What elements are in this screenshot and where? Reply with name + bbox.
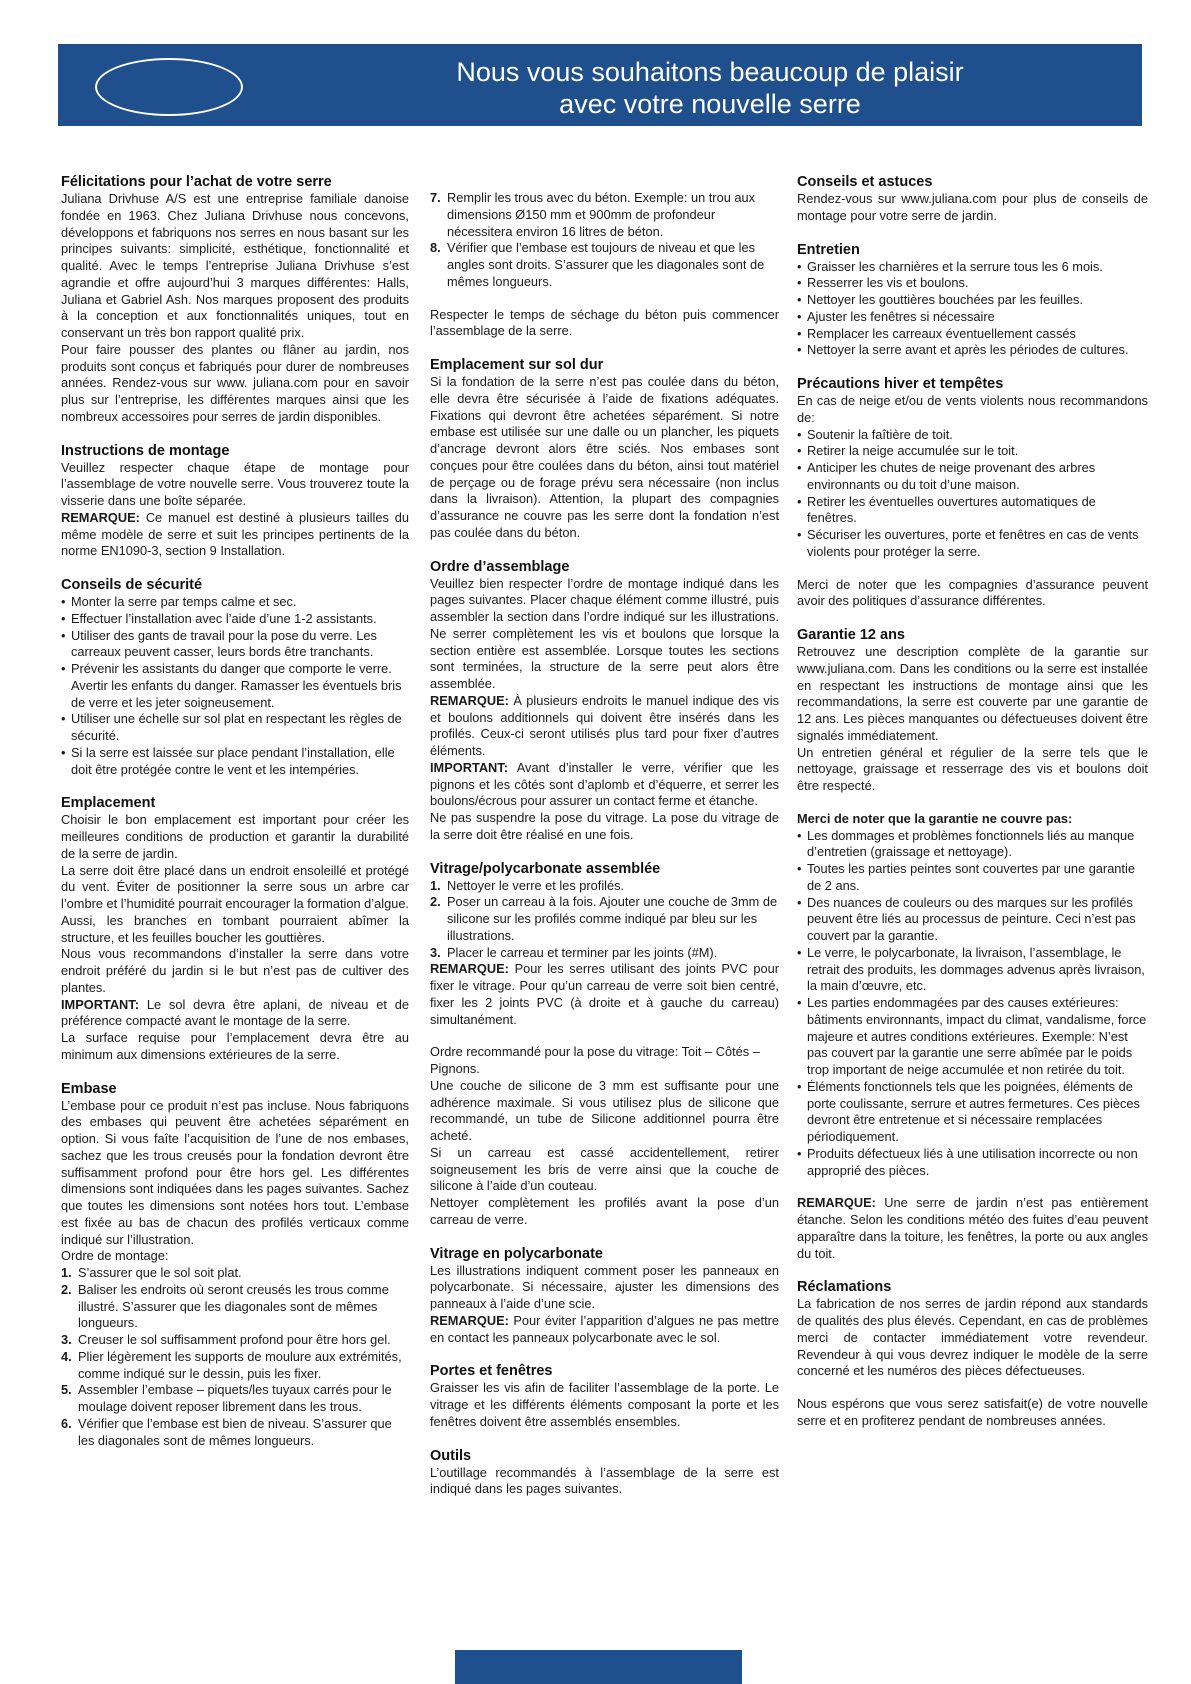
note-text: Pour les serres utilisant des joints PVC pour fixer le vitrage. Pour qu’un carreau de verre soit bien centré, fixer les 2 joints PVC (à droite et à gauche du carreau) simultanément.	[430, 961, 779, 1027]
section-title: Vitrage/polycarbonate assemblée	[430, 860, 661, 877]
title-line-1: Nous vous souhaitons beaucoup de plaisir	[456, 57, 964, 87]
step-text: Placer le carreau et terminer par les joints (#M).	[447, 944, 718, 960]
section-title: Embase	[61, 1080, 117, 1097]
logo-oval	[95, 58, 243, 116]
paragraph: Ordre recommandé pour la pose du vitrage: Toit – Côtés – Pignons.	[430, 1044, 760, 1076]
important-label: IMPORTANT:	[430, 759, 508, 775]
section-claims	[797, 1279, 1148, 1429]
safety-list	[61, 594, 409, 778]
step-number: 1.	[61, 1265, 72, 1280]
section-title: Conseils de sécurité	[61, 577, 203, 593]
list-item: • Resserrer les vis et boulons.	[797, 275, 1148, 292]
section-hard-ground	[430, 357, 779, 542]
spacer	[797, 1380, 1148, 1396]
section-base	[61, 1081, 409, 1450]
list-item: • Retirer les éventuelles ouvertures automatiques de fenêtres.	[797, 494, 1148, 528]
paragraph: Graisser les vis afin de faciliter l’assemblage de la porte. Le vitrage et les différents éléments composant la porte et les fenêtres doivent être assemblés ensembles.	[430, 1380, 779, 1429]
paragraph: Choisir le bon emplacement est important pour créer les meilleures conditions de production et garantir la durabilité de la serre de jardin.	[61, 812, 409, 861]
important-paragraph	[61, 997, 409, 1031]
step-item	[61, 1332, 409, 1349]
note-label: REMARQUE:	[430, 692, 509, 708]
section-title: Vitrage en polycarbonate	[430, 1245, 603, 1262]
paragraph: Retrouvez une description complète de la garantie sur www.juliana.com. Dans les conditions ou la serre est installée en respectant les instructions de montage ainsi que les recommandations, la serre est couverte par une garantie de 12 ans. Les pièces manquantes ou défectueuses doivent être signalés immédiatement.	[797, 644, 1148, 743]
order-label: Ordre de montage:	[61, 1248, 169, 1264]
step-number: 2.	[61, 1281, 72, 1297]
list-item: • Les parties endommagées par des causes extérieures: bâtiments environnants, impact du climat, vandalisme, force majeure et autres conditions extérieures. Exemple: N’est pas couvert par la garantie une serre abîmée par le poids trop important de neige accumulée et non retirée du toit.	[797, 995, 1148, 1079]
section-tips	[797, 174, 1148, 225]
step-text: Assembler l’embase – piquets/les tuyaux carrés pour le moulage doivent reposer librement dans les trous.	[78, 1382, 392, 1414]
note-paragraph	[430, 961, 779, 1028]
section-title: Garantie 12 ans	[797, 627, 905, 643]
paragraph: La fabrication de nos serres de jardin répond aux standards de qualités des plus élevés. Cependant, en cas de problèmes merci de contacter immédiatement votre revendeur. Revendeur à qui vous devrez indiquer le modèle de la serre concerné et les numéros des pièces défectueuses.	[797, 1296, 1148, 1379]
footer-bar	[455, 1650, 742, 1684]
column-2	[430, 190, 779, 1498]
list-item: • Prévenir les assistants du danger que comporte le verre. Avertir les enfants du danger. Ramasser les éventuels bris de verre et les jeter soigneusement.	[61, 661, 409, 711]
paragraph: Un entretien général et régulier de la serre tels que le nettoyage, graissage et resserrage des vis et boulons doit être respecté.	[797, 744, 1148, 793]
section-title: Instructions de montage	[61, 442, 230, 459]
list-item: • Si la serre est laissée sur place pendant l’installation, elle doit être protégée contre le vent et les intempéries.	[61, 745, 409, 779]
important-paragraph	[430, 760, 779, 810]
step-number: 3.	[61, 1332, 72, 1347]
step-item	[430, 240, 779, 290]
header-banner	[58, 44, 1142, 126]
glazing-steps	[430, 878, 779, 962]
list-item: • Monter la serre par temps calme et sec.	[61, 594, 409, 611]
section-title: Félicitations pour l’achat de votre serre	[61, 174, 332, 190]
section-title: Emplacement sur sol dur	[430, 357, 604, 373]
column-3	[797, 174, 1148, 1430]
paragraph: Si la fondation de la serre n’est pas coulée dans du béton, elle devra être sécurisée à l’aide de fixations adéquates. Fixations qui devront être achetées séparément. Si notre embase est utilisée sur une dalle ou un plancher, les piquets d’ancrage devront alors être sciés. Nos embases sont conçues pour être coulées dans du béton, ainsi tout matériel de perçage ou de forage prévu sera nécessaire (non inclus dans la livraison). Attention, la plupart des compagnies d’assurance ne couvre pas les serre dont la fondation n’est pas coulée dans du béton.	[430, 374, 779, 540]
step-number: 7.	[430, 190, 441, 205]
paragraph: Juliana Drivhuse A/S est une entreprise familiale danoise fondée en 1963. Chez Juliana Drivhuse nous concevons, développons et fabriquons nos serres en nous basant sur les principes suivants: simplicité, esthétique, fonctionnalité et qualité. Avec le temps l’entreprise Juliana Drivhuse s’est agrandie et offre aujourd’hui 3 marques différentes: Halls, Juliana et Gabriel Ash. Nos marques proposent des produits à la conception et aux fonctionnalités uniques, tout en conservant un très bon rapport qualité prix.	[61, 191, 409, 340]
paragraph: Si un carreau est cassé accidentellement, retirer soigneusement les bris de verre ainsi que la couche de silicone à l’aide d’un couteau.	[430, 1144, 779, 1194]
list-item: • Retirer la neige accumulée sur le toit.	[797, 443, 1148, 460]
step-item	[430, 878, 779, 895]
section-warranty	[797, 627, 1148, 1262]
title-line-2: avec votre nouvelle serre	[559, 89, 861, 119]
note-paragraph	[61, 510, 409, 560]
step-item	[61, 1416, 409, 1450]
section-location	[61, 795, 409, 1063]
paragraph: Les illustrations indiquent comment poser les panneaux en polycarbonate. Si nécessaire, ajuster les dimensions des panneaux à l’aide d’une scie.	[430, 1262, 779, 1311]
note-label: REMARQUE:	[430, 961, 509, 977]
section-title: Entretien	[797, 241, 860, 258]
paragraph: Veuillez respecter chaque étape de montage pour l’assemblage de votre nouvelle serre. Vous trouverez toute la visserie dans une boîte séparée.	[61, 459, 409, 508]
list-item: • Graisser les charnières et la serrure tous les 6 mois.	[797, 259, 1148, 276]
section-winter	[797, 376, 1148, 610]
paragraph: La serre doit être placé dans un endroit ensoleillé et protégé du vent. Éviter de positionner la serre sous un arbre car l’ombre et l’humidité pourrait encourager la formation d’algue. Aussi, les branches en tombant pourraient abîmer la structure, et les feuilles boucher les gouttières.	[61, 862, 409, 945]
step-item	[61, 1382, 409, 1416]
not-covered-list	[797, 828, 1148, 1180]
important-text: Avant d’installer le verre, vérifier que les pignons et les côtés sont d’aplomb et d’équerre, et serrer les boulons/écrous pour assurer un contact ferme et étanche.	[430, 759, 779, 809]
list-item: • Soutenir la faîtière de toit.	[797, 427, 1148, 444]
step-text: Nettoyer le verre et les profilés.	[447, 877, 625, 893]
assembly-steps-continued	[430, 190, 779, 291]
winter-list	[797, 427, 1148, 561]
paragraph: Nous espérons que vous serez satisfait(e) de votre nouvelle serre et en profiterez pendant de nombreuses années.	[797, 1396, 1148, 1428]
step-number: 5.	[61, 1382, 72, 1398]
paragraph: Une couche de silicone de 3 mm est suffisante pour une adhérence maximale. Si vous utilisez plus de silicone que recommandé, un tube de Silicone additionnel pourra être acheté.	[430, 1077, 779, 1143]
section-maintenance	[797, 242, 1148, 360]
section-congrats	[61, 174, 409, 426]
spacer	[430, 1028, 779, 1044]
important-label: IMPORTANT:	[61, 996, 139, 1012]
step-text: Creuser le sol suffisamment profond pour être hors gel.	[78, 1332, 391, 1347]
section-title: Outils	[430, 1447, 472, 1464]
paragraph: Merci de noter que les compagnies d’assurance peuvent avoir des politiques d’assurance différentes.	[797, 576, 1148, 609]
section-title: Précautions hiver et tempêtes	[797, 376, 1004, 392]
step-item	[61, 1265, 409, 1282]
paragraph: La surface requise pour l’emplacement devra être au minimum aux dimensions extérieures de la serre.	[61, 1030, 409, 1062]
step-number: 3.	[430, 944, 441, 960]
section-polycarbonate	[430, 1246, 779, 1347]
section-instructions	[61, 443, 409, 561]
list-item: • Effectuer l’installation avec l’aide d’une 1-2 assistants.	[61, 611, 409, 628]
paragraph: L’embase pour ce produit n’est pas incluse. Nous fabriquons des embases qui peuvent être achetées séparément en option. Si vous faîte l’acquisition de l’une de nos embases, sachez que les trous creusés pour la fondation devront être suffisamment profond pour être hors gel. Les différentes dimensions sont indiquées dans les pages suivantes. Sachez que toutes les dimensions sont notées hors tout. L’embase est fixée au bas de chacun des profilés verticaux comme indiqué sur l’illustration.	[61, 1097, 409, 1247]
step-text: Vérifier que l’embase est bien de niveau. S’assurer que les diagonales sont de mêmes longueurs.	[78, 1415, 392, 1448]
step-text: Vérifier que l’embase est toujours de niveau et que les angles sont droits. S’assurer que les diagonales sont de mêmes longueurs.	[447, 240, 765, 289]
paragraph: En cas de neige et/ou de vents violents nous recommandons de:	[797, 393, 1148, 425]
paragraph: Ne pas suspendre la pose du vitrage. La pose du vitrage de la serre doit être réalisé en une fois.	[430, 810, 779, 842]
section-title: Emplacement	[61, 795, 156, 812]
not-covered-title: Merci de noter que la garantie ne couvre pas:	[797, 810, 1073, 826]
note-text: Une serre de jardin n’est pas entièrement étanche. Selon les conditions météo des fuites d’eau peuvent apparaître dans la toiture, les fenêtres, la porte ou aux angles du toit.	[797, 1195, 1148, 1261]
step-text: S’assurer que le sol soit plat.	[78, 1265, 242, 1280]
list-item: • Nettoyer la serre avant et après les périodes de cultures.	[797, 342, 1148, 359]
step-number: 2.	[430, 894, 441, 910]
list-item: • Nettoyer les gouttières bouchées par les feuilles.	[797, 292, 1148, 309]
step-number: 6.	[61, 1415, 72, 1431]
note-label: REMARQUE:	[797, 1195, 876, 1211]
step-number: 1.	[430, 877, 441, 893]
column-1	[61, 174, 409, 1449]
section-tools	[430, 1448, 779, 1499]
step-item	[430, 190, 779, 240]
list-item: • Toutes les parties peintes sont couvertes par une garantie de 2 ans.	[797, 861, 1148, 895]
list-item: • Ajuster les fenêtres si nécessaire	[797, 309, 1148, 326]
maintenance-list	[797, 259, 1148, 360]
page-title	[278, 56, 1142, 120]
list-item: • Remplacer les carreaux éventuellement cassés	[797, 326, 1148, 343]
list-item: • Utiliser des gants de travail pour la pose du verre. Les carreaux peuvent casser, leurs bords être tranchants.	[61, 628, 409, 662]
list-item: • Les dommages et problèmes fonctionnels liés au manque d’entretien (graissage et nettoyage).	[797, 828, 1148, 862]
spacer	[797, 561, 1148, 577]
step-number: 4.	[61, 1348, 72, 1364]
list-item: • Produits défectueux liés à une utilisation incorrecte ou non approprié des pièces.	[797, 1146, 1148, 1180]
note-label: REMARQUE:	[430, 1312, 509, 1328]
step-item	[61, 1282, 409, 1332]
list-item: • Éléments fonctionnels tels que les poignées, éléments de porte coulissante, serrure et autres fermetures. Ces pièces devront être entretenue et si nécessaire remplacées périodiquement.	[797, 1079, 1148, 1146]
note-label: REMARQUE:	[61, 509, 140, 525]
important-text: Le sol devra être aplani, de niveau et de préférence compacté avant le montage de la serre.	[61, 996, 409, 1029]
paragraph: Respecter le temps de séchage du béton puis commencer l’assemblage de la serre.	[430, 306, 779, 339]
step-number: 8.	[430, 240, 441, 256]
section-title: Portes et fenêtres	[430, 1363, 553, 1380]
note-text: Ce manuel est destiné à plusieurs tailles du même modèle de serre et suit les principes pertinents de la norme EN1090-3, section 9 Installation.	[61, 509, 409, 559]
step-text: Poser un carreau à la fois. Ajouter une couche de 3mm de silicone sur les profilés comme indiqué par bleu sur les illustrations.	[447, 894, 778, 943]
assembly-steps	[61, 1265, 409, 1449]
spacer	[797, 1179, 1148, 1195]
list-item: • Utiliser une échelle sur sol plat en respectant les règles de sécurité.	[61, 711, 409, 745]
note-text: À plusieurs endroits le manuel indique des vis et boulons additionnels qui doivent être insérés dans les profilés. Ceux-ci seront utilisés plus tard pour fixer d’autres éléments.	[430, 692, 779, 758]
section-title: Ordre d’assemblage	[430, 558, 570, 575]
section-steps-continued	[430, 190, 779, 340]
step-text: Plier légèrement les supports de moulure aux extrémités, comme indiqué sur le dessin, puis les fixer.	[78, 1348, 402, 1381]
list-item: • Des nuances de couleurs ou des marques sur les profilés peuvent être liés au processus de peinture. Ceci n’est pas couvert par la garantie.	[797, 895, 1148, 945]
paragraph: Veuillez bien respecter l’ordre de montage indiqué dans les pages suivantes. Placer chaque élément comme illustré, puis assembler la section dans l’ordre indiqué sur les illustrations. Ne serrer complètement les vis et boulons que lorsque la section entière est assemblée. Lorsque toutes les sections sont terminées, la structure de la serre peut alors être assemblée.	[430, 575, 779, 691]
section-title: Conseils et astuces	[797, 174, 933, 190]
paragraph: Nettoyer complètement les profilés avant la pose d’un carreau de verre.	[430, 1195, 779, 1227]
section-glazing	[430, 861, 779, 1229]
note-paragraph	[430, 693, 779, 760]
note-paragraph	[797, 1195, 1148, 1262]
paragraph: Nous vous recommandons d’installer la serre dans votre endroit préféré du jardin si le but n’est pas de cultiver des plantes.	[61, 946, 409, 995]
list-item: • Sécuriser les ouvertures, porte et fenêtres en cas de vents violents pour protéger la serre.	[797, 527, 1148, 561]
paragraph: Pour faire pousser des plantes ou flâner au jardin, nos produits sont conçus et fabriqués pour durer de nombreuses années. Rendez-vous sur www. juliana.com pour en savoir plus sur l’entreprise, les différentes marques ainsi que les nombreux accessoires pour serres de jardin disponibles.	[61, 341, 409, 424]
step-text: Baliser les endroits où seront creusés les trous comme illustré. S’assurer que les diagonales sont de mêmes longueurs.	[78, 1281, 389, 1331]
step-text: Remplir les trous avec du béton. Exemple: un trou aux dimensions Ø150 mm et 900mm de profondeur nécessitera environ 16 litres de béton.	[447, 190, 755, 239]
paragraph: L’outillage recommandés à l’assemblage de la serre est indiqué dans les pages suivantes.	[430, 1464, 779, 1497]
spacer	[430, 291, 779, 307]
section-title: Réclamations	[797, 1279, 892, 1296]
step-item	[430, 894, 779, 944]
section-doors	[430, 1363, 779, 1430]
step-item	[61, 1349, 409, 1383]
paragraph: Rendez-vous sur www.juliana.com pour plus de conseils de montage pour votre serre de jardin.	[797, 191, 1148, 223]
step-item	[430, 945, 779, 962]
section-assembly-order	[430, 559, 779, 844]
list-item: • Le verre, le polycarbonate, la livraison, l’assemblage, le retrait des produits, les dommages advenus après livraison, la main d’œuvre, etc.	[797, 945, 1148, 995]
note-text: Pour éviter l’apparition d’algues ne pas mettre en contact les panneaux polycarbonate avec le sol.	[430, 1312, 779, 1345]
list-item: • Anticiper les chutes de neige provenant des arbres environnants ou du toit d’une maison.	[797, 460, 1148, 494]
section-safety	[61, 577, 409, 778]
spacer	[797, 795, 1148, 811]
note-paragraph	[430, 1313, 779, 1347]
